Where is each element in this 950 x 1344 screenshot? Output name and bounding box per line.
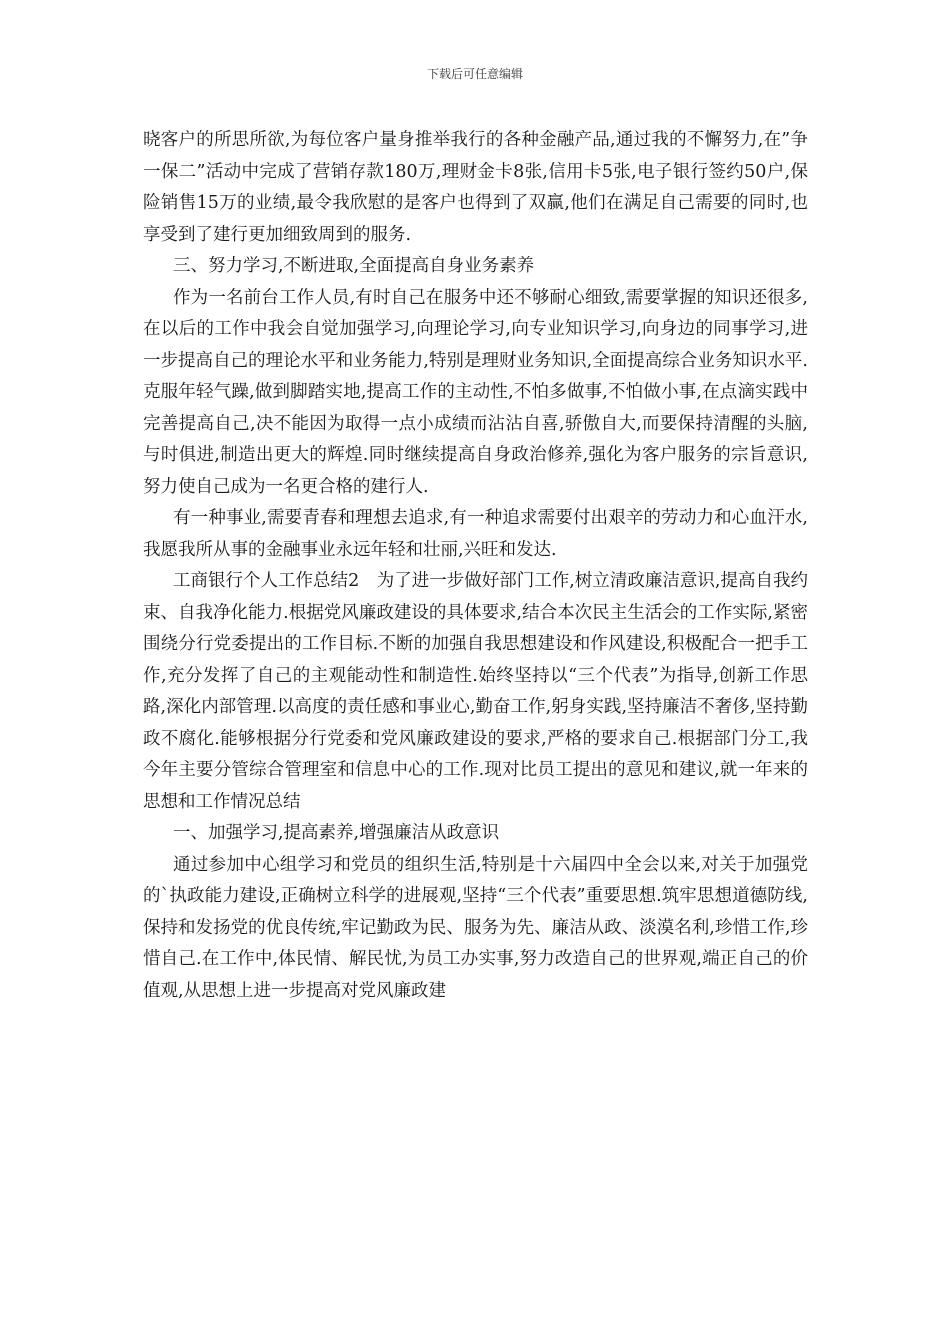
section-heading-3: 三、努力学习,不断进取,全面提高自身业务素养 [173,256,535,276]
paragraph-continuation: 晓客户的所思所欲,为每位客户量身推举我行的各种金融产品,通过我的不懈努力,在”争一保二”活动中完成了营销存款180万,理财金卡8张,信用卡5张,电子银行签约50户,保险销售15万的业绩,最令我欣慰的是客户也得到了双赢,他们在满足自己需要的同时,也享受到了建行更加细致周到的服务. [143,130,808,245]
page-header: 下载后可任意编辑 [426,67,523,81]
section-heading-1: 一、加强学习,提高素养,增强廉洁从政意识 [173,823,500,843]
document-body [143,125,808,1007]
paragraph-summary-2: 工商银行个人工作总结2 为了进一步做好部门工作,树立清政廉洁意识,提高自我约束、自我净化能力.根据党风廉政建设的具体要求,结合本次民主生活会的工作实际,紧密围绕分行党委提出的工作目标.不断的加强自我思想建设和作风建设,积极配合一把手工作,充分发挥了自己的主观能动性和制造性.始终坚持以“三个代表”为指导,创新工作思路,深化内部管理.以高度的责任感和事业心,勤奋工作,躬身实践,坚持廉洁不奢侈,坚持勤政不腐化.能够根据分行党委和党风廉政建设的要求,严格的要求自己.根据部门分工,我今年主要分管综合管理室和信息中心的工作.现对比员工提出的意见和建议,就一年来的思想和工作情况总结 [143,571,808,812]
paragraph-learning: 通过参加中心组学习和党员的组织生活,特别是十六届四中全会以来,对关于加强党的`执政能力建设,正确树立科学的进展观,坚持“三个代表”重要思想.筑牢思想道德防线,保持和发扬党的优良传统,牢记勤政为民、服务为先、廉洁从政、淡漠名利,珍惜工作,珍惜自己.在工作中,体民情、解民忧,为员工办实事,努力改造自己的世界观,端正自己的价值观,从思想上进一步提高对党风廉政建 [143,854,808,1001]
paragraph-career: 有一种事业,需要青春和理想去追求,有一种追求需要付出艰辛的劳动力和心血汗水,我愿我所从事的金融事业永远年轻和壮丽,兴旺和发达. [143,508,808,560]
paragraph-study: 作为一名前台工作人员,有时自己在服务中还不够耐心细致,需要掌握的知识还很多,在以后的工作中我会自觉加强学习,向理论学习,向专业知识学习,向身边的同事学习,进一步提高自己的理论水平和业务能力,特别是理财业务知识,全面提高综合业务知识水平.克服年轻气躁,做到脚踏实地,提高工作的主动性,不怕多做事,不怕做小事,在点滴实践中完善提高自己,决不能因为取得一点小成绩而沾沾自喜,骄傲自大,而要保持清醒的头脑,与时俱进,制造出更大的辉煌.同时继续提高自身政治修养,强化为客户服务的宗旨意识,努力使自己成为一名更合格的建行人. [143,287,808,497]
